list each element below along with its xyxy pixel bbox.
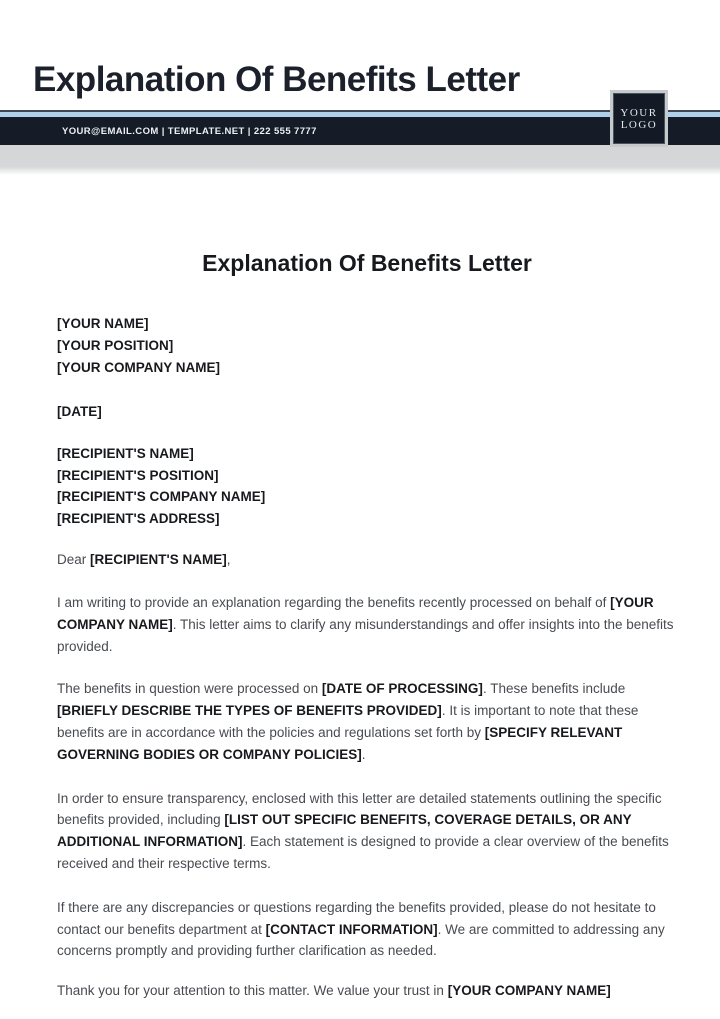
paragraph-closing: Thank you for your attention to this matter. We value your trust in [YOUR COMPANY NAME] bbox=[57, 983, 611, 999]
masthead-title: Explanation Of Benefits Letter bbox=[33, 60, 520, 99]
paragraph-contact: If there are any discrepancies or questions regarding the benefits provided, please do not hesitate to contact our benefits department at [CONTACT INFORMATION]. We are committed to addressing any concerns promptly and providing further clarification as needed. bbox=[57, 899, 665, 959]
date-block: [DATE] bbox=[57, 403, 102, 419]
gray-stripe bbox=[0, 145, 720, 175]
paragraph-processing: The benefits in question were processed on [DATE OF PROCESSING]. These benefits include [BRIEFLY DESCRIBE THE TYPES OF BENEFITS PROVIDED]. It is important to note that these benefits are in accordance with the policies and regulations set forth by [SPECIFY RELEVANT GOVERNING BODIES OR COMPANY POLICIES]. bbox=[57, 681, 639, 762]
letter-title: Explanation Of Benefits Letter bbox=[202, 250, 532, 276]
letter-body bbox=[57, 313, 677, 1002]
logo-line-2: LOGO bbox=[620, 118, 658, 131]
contact-info: YOUR@EMAIL.COM | TEMPLATE.NET | 222 555 7777 bbox=[62, 126, 317, 137]
letter-content bbox=[57, 174, 677, 1002]
logo-line-1: YOUR bbox=[620, 106, 658, 119]
recipient-block: [RECIPIENT'S NAME] [RECIPIENT'S POSITION] [RECIPIENT'S COMPANY NAME] [RECIPIENT'S ADDRESS] bbox=[57, 445, 266, 527]
sender-block: [YOUR NAME] [YOUR POSITION] [YOUR COMPANY NAME] bbox=[57, 316, 221, 375]
company-logo bbox=[610, 90, 668, 147]
company-logo-text bbox=[620, 107, 657, 131]
paragraph-intro: I am writing to provide an explanation regarding the benefits recently processed on behalf of [YOUR COMPANY NAME]. This letter aims to clarify any misunderstandings and offer insights into the benefits provided. bbox=[57, 595, 674, 654]
paragraph-transparency: In order to ensure transparency, enclosed with this letter are detailed statements outlining the specific benefits provided, including [LIST OUT SPECIFIC BENEFITS, COVERAGE DETAILS, OR ANY ADDITIONAL INFORMATION]. Each statement is designed to provide a clear overview of the benefits received and their respective terms. bbox=[57, 790, 669, 872]
salutation: Dear [RECIPIENT'S NAME], bbox=[57, 552, 231, 568]
